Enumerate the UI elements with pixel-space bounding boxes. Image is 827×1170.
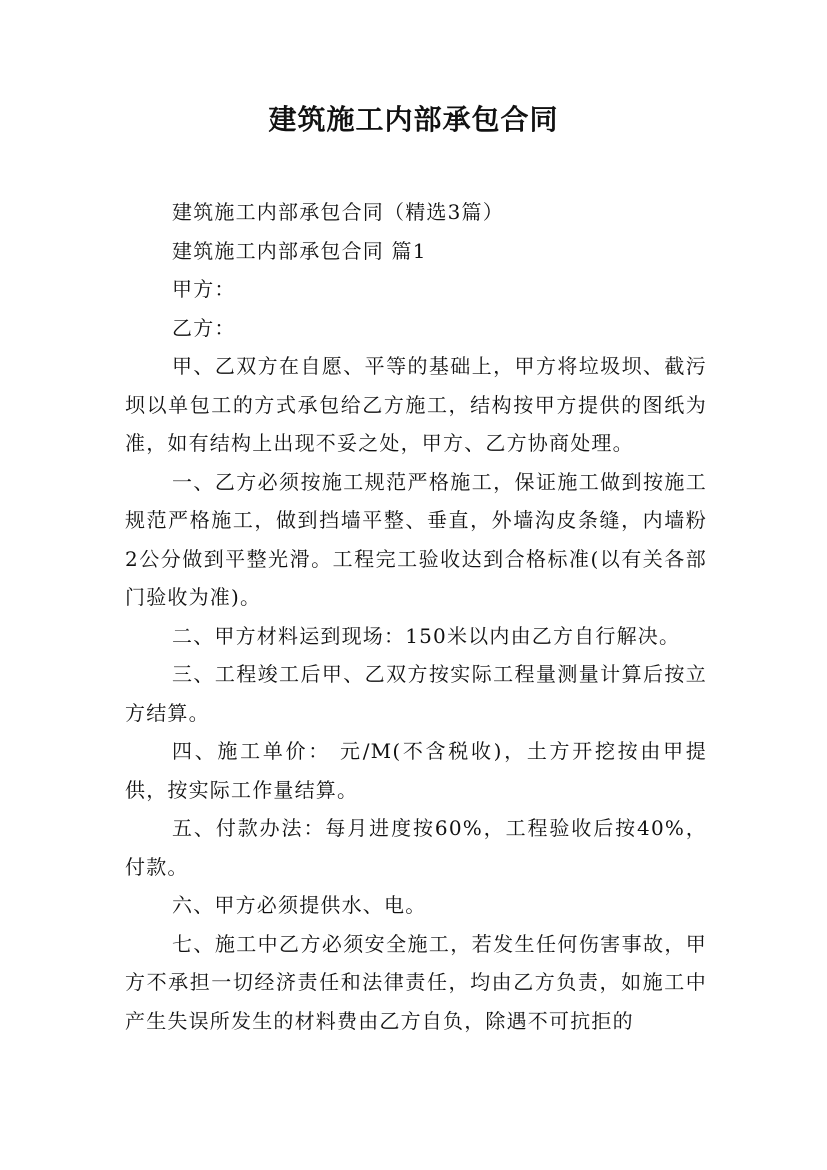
paragraph-clause-2: 二、甲方材料运到现场：150米以内由乙方自行解决。 — [172, 623, 681, 648]
paragraph-intro: 甲、乙双方在自愿、平等的基础上，甲方将垃圾坝、截污坝以单包工的方式承包给乙方施工，结构按甲方提供的图纸为准，如有结构上出现不妥之处，甲方、乙方协商处理。 — [125, 354, 707, 455]
paragraph-clause-1: 一、乙方必须按施工规范严格施工，保证施工做到按施工规范严格施工，做到挡墙平整、垂直，外墙沟皮条缝，内墙粉2公分做到平整光滑。工程完工验收达到合格标准(以有关各部门验收为准)。 — [125, 469, 707, 609]
paragraph-subtitle: 建筑施工内部承包合同（精选3篇） — [172, 200, 504, 224]
document-body — [125, 193, 707, 1040]
paragraph-clause-4: 四、施工单价： 元/M(不含税收)，土方开挖按由甲提供，按实际工作量结算。 — [125, 739, 707, 802]
paragraph-clause-6: 六、甲方必须提供水、电。 — [172, 893, 427, 917]
paragraph-party-a: 甲方： — [172, 277, 236, 301]
paragraph-clause-3: 三、工程竣工后甲、乙双方按实际工程量测量计算后按立方结算。 — [125, 662, 707, 725]
paragraph-clause-5: 五、付款办法：每月进度按60%，工程验收后按40%，付款。 — [125, 816, 707, 879]
paragraph-party-b: 乙方： — [172, 315, 236, 340]
document-title: 建筑施工内部承包合同 — [268, 103, 559, 136]
paragraph-section-heading: 建筑施工内部承包合同 篇1 — [172, 238, 427, 263]
paragraph-clause-7: 七、施工中乙方必须安全施工，若发生任何伤害事故，甲方不承担一切经济责任和法律责任，均由乙方负责，如施工中产生失误所发生的材料费由乙方自负，除遇不可抗拒的 — [125, 931, 707, 1033]
